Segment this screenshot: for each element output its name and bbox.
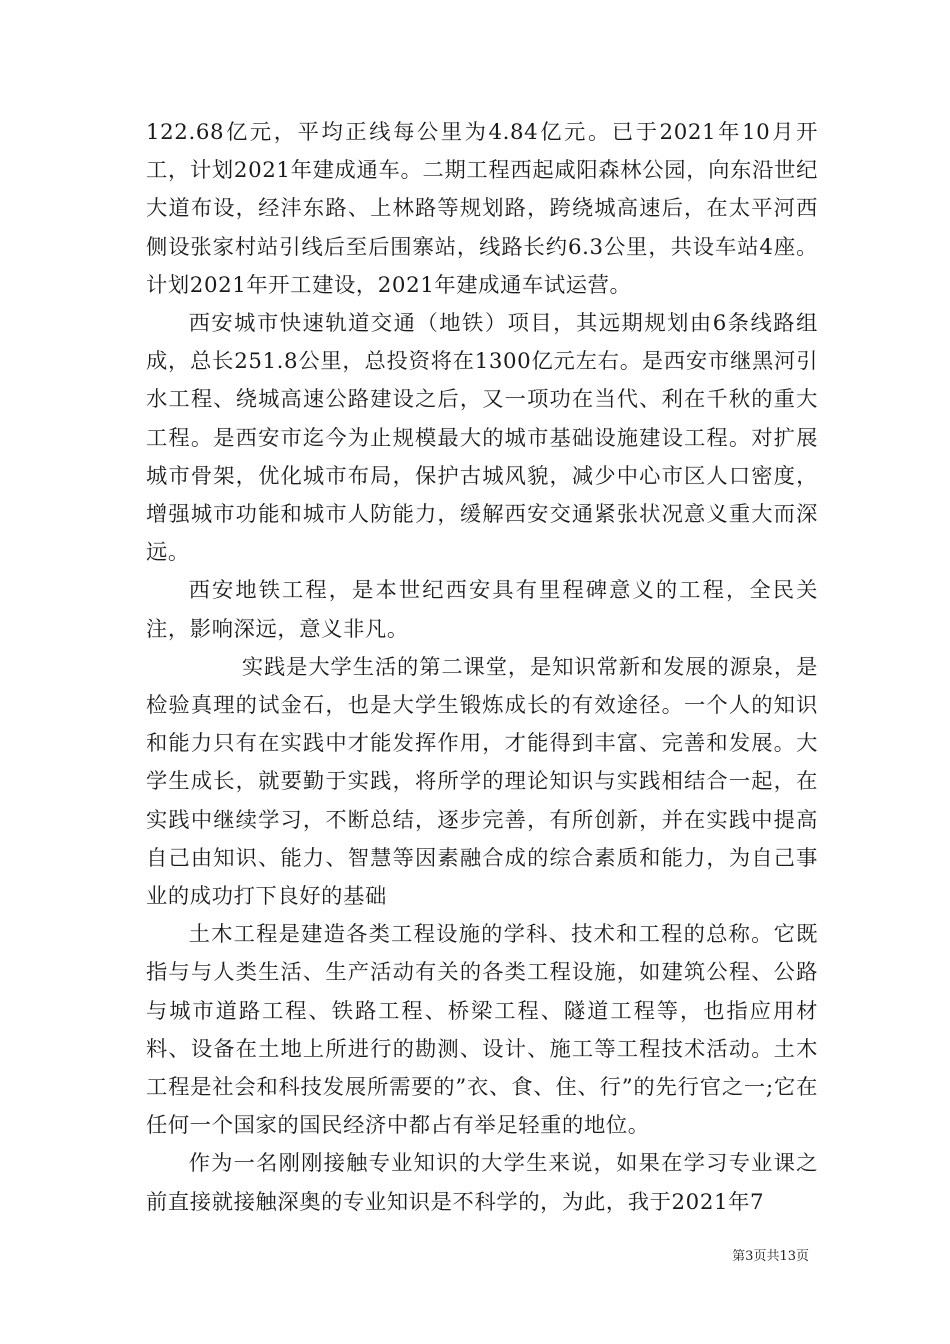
paragraph-practice: 实践是大学生活的第二课堂，是知识常新和发展的源泉，是检验真理的试金石，也是大学生锻炼成长的有效途径。一个人的知识和能力只有在实践中才能发挥作用，才能得到丰富、完善和发展。大学生成长，就要勤于实践，将所学的理论知识与实践相结合一起，在实践中继续学习，不断总结，逐步完善，有所创新，并在实践中提高自己由知识、能力、智慧等因素融合成的综合素质和能力，为自己事业的成功打下良好的基础 (146, 654, 818, 910)
paragraph-civil-engineering: 土木工程是建造各类工程设施的学科、技术和工程的总称。它既指与与人类生活、生产活动有关的各类工程设施，如建筑公程、公路与城市道路工程、铁路工程、桥梁工程、隧道工程等，也指应用材料、设备在土地上所进行的勘测、设计、施工等工程技术活动。土木工程是社会和科技发展所需要的”衣、食、住、行”的先行官之一;它在任何一个国家的国民经济中都占有举足轻重的地位。 (146, 922, 818, 1139)
document-body (146, 114, 818, 1222)
paragraph-student-intro: 作为一名刚刚接触专业知识的大学生来说，如果在学习专业课之前直接就接触深奥的专业知识是不科学的，为此，我于2021年7 (146, 1151, 818, 1215)
paragraph-metro-plan: 西安城市快速轨道交通（地铁）项目，其远期规划由6条线路组成，总长251.8公里，总投资将在1300亿元左右。是西安市继黑河引水工程、绕城高速公路建设之后，又一项功在当代、利在千秋的重大工程。是西安市迄今为止规模最大的城市基础设施建设工程。对扩展城市骨架，优化城市布局，保护古城风貌，减少中心市区人口密度，增强城市功能和城市人防能力，缓解西安交通紧张状况意义重大而深远。 (146, 311, 818, 566)
page-number: 第3页共13页 (732, 1249, 809, 1264)
paragraph-continuation: 122.68亿元，平均正线每公里为4.84亿元。已于2021年10月开工，计划2021年建成通车。二期工程西起咸阳森林公园，向东沿世纪大道布设，经沣东路、上林路等规划路，跨绕城高速后，在太平河西侧设张家村站引线后至后围寨站，线路长约6.3公里，共设车站4座。计划2021年开工建设，2021年建成通车试运营。 (146, 120, 818, 298)
paragraph-metro-significance: 西安地铁工程，是本世纪西安具有里程碑意义的工程，全民关注，影响深远，意义非凡。 (146, 578, 818, 642)
